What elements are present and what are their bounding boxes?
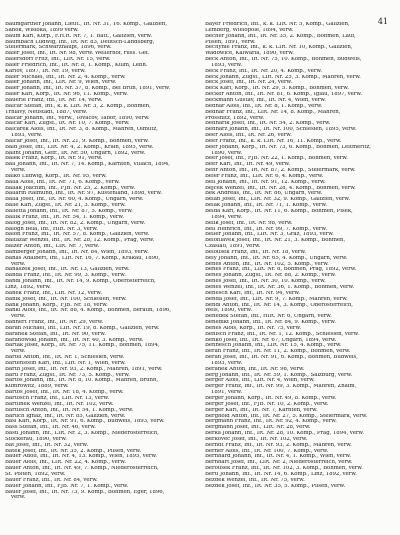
entry-line: Bednařík Josef, Inf., IR. Nr. 54, 2. Komp., verw. (205, 121, 331, 127)
entry-line: Berger Johann, Korp., IR. Nr. 49, 8. Komp., verw. (205, 396, 337, 401)
entry-line: Bauer Josef, Inf., IR. Nr. 73, 9. Komp., Böhmen, Eger, 1896, (5, 489, 165, 495)
entry-line: Belousek Franz, Inf., IR. Nr. 18, verw. (205, 249, 306, 255)
entry-line: Wadowice, Kalwaria, 1890, verw. (205, 51, 294, 57)
entry-line: St. Pölten, 1892, verw. (5, 471, 66, 477)
entry-line: Balek Franz, Korp., IR. Nr. 91, verw. (5, 156, 103, 162)
entry-line: Bednar Alois, Inf., IR. Nr. 8, 1. Komp., verw. (205, 103, 323, 109)
entry-line: Balko Ludwig, Korp., IR. Nr. 95, verw. (5, 173, 107, 179)
entry-line: Balcar Johann, Inf., verw., Tovačov, Tabor, 1890, verw. (5, 115, 150, 121)
entry-line: Bennesch Johann, Inf., LIR. Nr. 15, 4. Komp., verw. (205, 343, 342, 349)
entry-line: Bergmann Josef, Inf., LIR. Nr. 28, verw. (205, 425, 311, 431)
entry-line: Balogh Béla, Inf., HIR. Nr. 3, verw. (5, 226, 98, 232)
entry-line: Beneš Franz, Inf., LIR. Nr. 8, Böhmen, Prag, 1892, verw. (205, 267, 357, 273)
page-number: 41 (377, 17, 388, 26)
entry-line: Belak Johann, Inf., IR. Nr. 71, 1. Komp., verw. (205, 203, 327, 209)
entry-line: Ball Johann, Inf., IR. Nr. 7, 14. Komp., Kärnten, Villach, 1894, (5, 162, 170, 168)
entry-line: Baier Josef, Inf., IR. Nr. 98, verw. Wellerhof, russ. Gef. (5, 51, 150, 57)
entry-line: Beck Franz, Inf., IR. Nr. 20, 4. Komp., verw. (205, 68, 322, 74)
entry-line: Balletta Johann, Inf., IR. Nr. 87, 5. Komp., verw. (5, 209, 133, 214)
entry-line: Bartoš Johann, Inf., IR. Nr. 8, 10. Komp., Mähren, Brünn, (5, 378, 159, 384)
entry-line: Baranowski Johann, Inf., IR. Nr. 40, 3. Komp., verw. (5, 337, 144, 343)
entry-line: Bejček Wenzel, Inf., IR. Nr. 28, 4. Komp., Böhmen, verw. (205, 185, 356, 191)
left-column (5, 22, 196, 527)
entry-line: Bamberger Johann, Inf., IR. Nr. 84, Wien, 1893, verw. (5, 249, 149, 255)
entry-line: Baier Johann, Inf., LIR. Nr. 9, Wien, verw. (5, 80, 117, 86)
entry-line: Beranek Anton, Inf., IR. Nr. 98, verw. (205, 366, 305, 372)
entry-line: Czaslau, 1891, verw. (205, 244, 261, 250)
entry-line: verw. (11, 261, 26, 267)
entry-line: Bartosch Franz, Inf., LIR. Nr. 13, verw. (5, 396, 110, 401)
entry-line: Berghold Anton, Inf., IR. Nr. 27, 5. Komp., Steiermark, verw. (205, 413, 368, 419)
entry-line: Baran Michael, Inf., LIR. Nr. 19, 8. Komp., Galizien, verw. (5, 325, 160, 331)
entry-line: Trhlavy, Neustadt, 1887, verw. (5, 109, 88, 115)
entry-line: Becher Johann, Inf., IR. Nr. 35, 2. Komp., Böhmen, Lauf, (205, 33, 356, 39)
entry-line: Banas Adalbert, Inf., LIR. Nr. 16, 7. Komp., Krakau, 1890, (5, 255, 161, 261)
entry-line: Belda Karl, Korp., IR. Nr. 11, 6. Komp., Böhmen, Písek, (205, 209, 353, 214)
entry-line: Bartel Anton, Inf., IR. Nr. 1, Schlesien, verw. (5, 355, 125, 361)
entry-line: Bankl Alois, Inf., IR. Nr. 88, 4. Komp., Böhmen, Beraun, 1896, (5, 308, 171, 314)
entry-line: Balla Josef, Inf., IR. Nr. 60, 4. Komp., Ungarn, verw. (5, 197, 144, 203)
entry-line: Baumbach Ludwig, Inf., IR. Nr. 83, Deutsch-Landsberg, (5, 39, 155, 45)
entry-line: Balla Alois, Inf., IR. Nr. 71, 6. Komp., verw. (5, 179, 120, 185)
entry-line: 1894, verw. (211, 214, 243, 220)
entry-line: Baltazar Wenzel, Inf., IR. Nr. 28, 12. Komp., Prag, verw. (5, 238, 155, 244)
entry-line: Belohlavek Josef, Inf., IR. Nr. 21, 3. Komp., Böhmen, (205, 238, 346, 244)
entry-line: Becker Anton, Inf., IR. Nr. 81, 6. Komp., Iglau, 1897, verw. (205, 92, 362, 98)
entry-line: Sanok, Wisloka, 1899 verw. (5, 27, 79, 33)
entry-line: Bartusch Anton, Inf., IR. Nr. 54, 1. Komp., verw. (5, 407, 134, 413)
entry-line: Bass Stefan, Inf., IR. Nr. 46, verw. (5, 425, 96, 431)
entry-line: Baum Karl, Korp., F.H.R. Nr. 7, 1. Batt., Galizien, verw. (5, 33, 153, 39)
entry-line: verw. (11, 349, 26, 355)
entry-line: Baier Michael, Inf., IR. Nr. 2, 4. Komp., verw. (5, 74, 126, 80)
entry-line: Balcar Karl, Zugsf., IR. Nr. 10, 7. Komp., verw. (5, 121, 130, 127)
entry-line: Bauer Alois, Inf., LIR. Nr. 22, 4. Komp., verw. (5, 460, 126, 466)
entry-line: Beneš Johann, Zugsf., IR. Nr. 88, 2. Komp., verw. (205, 273, 336, 279)
entry-line: Barth Josef, Inf., IR. Nr. 93, 2. Komp., Mähren, 1891, verw. (5, 366, 163, 372)
entry-line: Balint Johann, Gefr., IR. Nr. 50, Ungarn, 1892, verw. (5, 150, 146, 156)
entry-line: Bat Josef, Inf., IR. Nr. 32, verw. (5, 442, 89, 448)
entry-line: Bauer Adolf, Inf., IR. Nr. 4, 13. Komp., Wien, 1895, verw. (5, 454, 157, 460)
entry-line: Beneš Josef, Inf., IR. Nr. 30, 10. Komp., verw. (205, 279, 326, 285)
entry-line: Ballák Joachim, Inf., FJB. Nr. 25, 2. Komp., verw. (5, 185, 136, 191)
entry-line: Beckmann Gustav, Inf., IR. Nr. 4, Wien, verw. (205, 97, 326, 103)
entry-line: Beer Karl, Inf., IR. Nr. 49, verw. (205, 162, 290, 168)
entry-line: Baumgartner Johann, Lieut., IR. Nr. 31, 16. Komp., Galizien, (5, 22, 167, 27)
entry-line: Baruch Ignaz, Inf., IR. Nr. 85, Galizien, verw. (5, 413, 126, 419)
entry-line: Berán Franz, Inf., IR. Nr. 11, 2. Komp., Böhmen, verw. (205, 349, 351, 355)
entry-line: Bäuerle Franz, Inf., IR. Nr. 14, verw. (5, 97, 103, 103)
entry-line: Beer Josef, Inf., FJB. Nr. 22, 1. Komp., Böhmen, verw. (205, 156, 348, 162)
entry-line: Beer Franz, Inf., k. k. LIR. Nr. 16, 11. Komp., verw. (205, 138, 342, 144)
entry-line: Beneš Anton, Inf., IR. Nr. 102, 5. Komp., verw. (205, 261, 329, 267)
entry-line: Balon Franz, Inf., IR. Nr. 57, 8. Komp., Galizien, verw. (5, 232, 150, 238)
entry-line: Beil Johann, Inf., IR. Nr. 91, 12. Komp., verw. (205, 179, 326, 185)
right-column (205, 22, 396, 527)
entry-line: Bezdek Wenzel, Inf., IR. Nr. 75, verw. (205, 477, 305, 483)
entry-line: Linz, 1892, verw. (5, 284, 51, 290)
entry-line: Berousek Franz, Inf., IR. Nr. 102, 3. Komp., Böhmen, verw. (205, 466, 363, 472)
entry-line: Bayer Friedrich, Inf., k. k. LIR. Nr. 5, Komp., Galizien, (205, 22, 350, 27)
entry-line: Berg Johann, Inf., IR. Nr. 59, 1. Komp., Salzburg, verw. (205, 372, 353, 378)
entry-line: Kumrowitz, 1889, verw. (5, 384, 69, 390)
entry-line: Banek Franz, Inf., LIR. Nr. 12, verw. (5, 290, 102, 296)
entry-line: Berger Alois, Inf., LIR. Nr. 4, Wien, verw. (205, 378, 315, 384)
entry-line: Wels, 1890, verw. (205, 308, 253, 314)
entry-line: Stockerau, 1890, verw. (5, 436, 67, 442)
entry-line: Bald Josef, Inf., LIR. Nr. 4, 2. Komp., Krain, 1895, verw. (5, 144, 154, 150)
entry-line: Beller Johann, Inf., LIR. Nr. 3, Graz, 1893, verw. (205, 232, 334, 238)
entry-line: 1890, verw. (211, 150, 243, 156)
entry-line: Steiermark, Schwarzhaupt, 1896, verw. (5, 45, 112, 51)
entry-line: Bank Johann, Korp., FJB. Nr. 18, verw. (5, 302, 108, 308)
entry-line: Belik Josef, Inf., IR. Nr. 98, verw. (205, 220, 293, 226)
entry-line: Lemberg, Wielopole, 1894, verw. (205, 27, 294, 33)
entry-line: Benisch Franz, Inf., IR. Nr. 1, 12. Komp., Schlesien, verw. (205, 331, 360, 337)
entry-line: Bednarz Johann, Inf., IR. Nr. 100, Schlesien, 1895, verw. (205, 127, 357, 133)
entry-line: 1893, verw. (11, 133, 43, 139)
entry-line: Berger Josef, Inf., FJB. Nr. 10, 2. Komp., verw. (205, 401, 329, 407)
entry-line: Bartl Franz, Zugsf., IR. Nr. 73, 5. Komp., verw. (5, 372, 130, 378)
entry-line: Balzer Anton, Inf., LIR. Nr. 7, verw. (5, 244, 100, 250)
entry-line: Benesch Karl, Inf., IR. Nr. 94, verw. (205, 290, 300, 296)
entry-line: Belan Josef, Inf., LIR. Nr. 32, 9. Komp., Galizien, verw. (205, 197, 350, 203)
entry-line: verw. (11, 314, 26, 320)
entry-line: Batek Josef, Inf., IR. Nr. 35, 2. Komp., Pilsen, verw. (5, 448, 142, 454)
entry-line: Bechynie Franz, Inf., k. k. LIR. Nr. 10, Komp., Galizien, (205, 45, 353, 51)
entry-line: Baiersdorf Fritz, Inf., LIR. Nr. 15, verw. (5, 57, 111, 63)
entry-line: Behr Anton, Inf., IR. Nr. 87, 2. Komp., Steiermark, verw. (205, 168, 356, 174)
entry-line: Bernhart Josef, Inf., LIR. Nr. 2, Niederösterreich, verw. (205, 460, 353, 466)
entry-line: Bely Johann, Inf., IR. Nr. 65, 4. Komp., Ungarn, verw. (205, 255, 348, 261)
entry-line: 1893, verw. (211, 62, 243, 68)
entry-line: Berger Karl, Inf., IR. Nr. 7, Kärnten, verw. (205, 407, 318, 413)
entry-line: Beck Johann, Zugsf., LIR. Nr. 25, 3. Komp., Mähren, verw. (205, 74, 361, 80)
entry-line: Berndt Franz, Inf., IR. Nr. 93, 2. Komp., Mähren, verw. (205, 442, 352, 448)
entry-line: 1891, verw. (211, 390, 243, 396)
entry-line: Berger Franz, Inf., IR. Nr. 99, 3. Komp., Mähren, Znaim, (205, 384, 357, 390)
entry-line: Bernhard Johann, Inf., IR. Nr. 4, 1. Komp., Wien, verw. (205, 454, 351, 460)
entry-line: Ballik Franz, Inf., IR. Nr. 54, 1. Komp., verw. (5, 214, 125, 220)
entry-line: Benda Josef, Inf., LIR. Nr. 9, 7. Komp., Mähren, verw. (205, 296, 348, 302)
entry-line: Baranek Stefan, Inf., IR. Nr. 90, verw. (5, 331, 106, 337)
entry-line: Banik Josef, Inf., IR. Nr. 100, Schlesien, verw. (5, 296, 127, 302)
entry-line: Balog Josef, Inf., IR. Nr. 82, 2. Komp., Ungarn, verw. (5, 220, 146, 226)
entry-line: Banaszek Josef, Inf., IR. Nr. 13, Galizien, verw. (5, 267, 130, 273)
entry-line: Baier Karl, Korp., IR. Nr. 96, 11. Komp., verw. (5, 92, 128, 98)
entry-line: Karlov, 1897, IR. Nr. 19, verw. (5, 68, 86, 74)
entry-line: verw. (11, 168, 26, 174)
entry-line: Beer Alois, Inf., IR. Nr. 26, verw. (205, 133, 292, 139)
entry-line: Bannert Franz, Inf., IR. Nr. 29, verw. (5, 320, 104, 326)
entry-line: Bertl Johann, Inf., IR. Nr. 14, 6. Komp., Linz, 1892, verw. (205, 471, 357, 477)
entry-line: Benedikt Johann, Inf., IR. Nr. 84, 9. Komp., verw. (205, 320, 336, 326)
entry-line: Berner Alois, Inf., IR. Nr. 100, 7. Komp., verw. (205, 448, 329, 454)
entry-line: Bauer Johann, Inf., FJB. Nr. 7, 1. Komp., verw. (5, 483, 129, 489)
entry-line: Basl Karl, Korp., IR. Nr. 91, 6. Komp., Budweis, 1893, verw. (5, 419, 165, 425)
entry-line: Beran Josef, Inf., IR. Nr. 91, 6. Komp., Böhmen, Budweis, (205, 355, 358, 361)
entry-line: Baier Friedrich, Inf., IR. Nr. 8, 1. Komp., Kulm, Lebh. (5, 62, 148, 68)
entry-line: Bednář Franz, Inf., LIR. Nr. 14, 8. Komp., Mähren, (205, 109, 341, 115)
entry-line: Bauer Anton, Inf., IR. Nr. 49, 7. Komp., Niederösterreich, (5, 466, 159, 472)
entry-line: Barták Josef, Korp., IR. Nr. 75, 11. Komp., Böhmen, 1894, (5, 343, 160, 349)
entry-line: Balcar Stefan, Inf., k. k. LIR. Nr. 3, 2. Komp., Böhmen, (5, 103, 151, 109)
entry-line: Beer Johann, Korp., IR. Nr. 73, 6. Komp., Böhmen, Leitmeritz, (205, 144, 371, 150)
entry-line: Pilsen, 1891, verw. (205, 39, 256, 45)
entry-line: Balle Karl, Zugsf., IR. Nr. 21, 3. Komp., verw. (5, 203, 126, 209)
entry-line: Bendl Anton, Inf., IR. Nr. 14, 3. Komp., Oberösterreich, (205, 302, 353, 308)
entry-line: Balcárek Alois, Inf., IR. Nr. 3, 8. Komp., Mähren, Olmütz, (5, 127, 158, 133)
entry-line: Bandl Johann, Inf., IR. Nr. 14, 9. Komp., Oberösterreich, (5, 279, 156, 285)
entry-line: Berkovec Josef, Inf., IR. Nr. 102, verw. (205, 436, 308, 442)
entry-line: Banda Franz, Inf., IR. Nr. 99, 3. Komp., verw. (5, 273, 126, 279)
entry-line: Benko Josef, Inf., IR. Nr. 67, Ungarn, 1894, verw. (205, 337, 337, 343)
entry-line: Bauer Franz, Inf., IR. Nr. 84, verw. (5, 477, 98, 483)
entry-line: Ballarin Raimund, Inf., IR. Nr. 97, Küstenland, 1898, verw. (5, 191, 162, 197)
entry-line: Bek Andreas, Inf., IR. Nr. 86, Ungarn, verw. (205, 191, 323, 197)
entry-line: Beneš Wenzel, Inf., IR. Nr. 36, 1. Komp., Böhmen, verw. (205, 284, 355, 290)
entry-line: Bell Heinrich, Inf., IR. Nr. 99, 7. Komp., verw. (205, 226, 327, 232)
entry-line: Prossnitz, 1892, verw. (205, 115, 265, 121)
entry-line: Bergmann Franz, Inf., IR. Nr. 92, 4. Komp., verw. (205, 419, 337, 425)
entry-line: verw. (11, 495, 26, 501)
entry-line: Beier Franz, Inf., LIR. Nr. 6, 4. Komp., verw. (205, 173, 324, 179)
entry-line: Berka Johann, Inf., IR. Nr. 28, 10. Komp., Prag, 1894, verw. (205, 431, 365, 437)
entry-line: Beck Karl, Korp., IR. Nr. 29, 5. Komp., Böhmen, verw. (205, 86, 349, 92)
entry-line: Benes Alois, Korp., IR. Nr. 75, verw. (205, 325, 302, 331)
entry-line: Balcar Josef, Inf., IR. Nr. 21, 9. Komp., Böhmen, verw. (5, 138, 149, 144)
entry-line: Beck Anton, Inf., IR. Nr. 75, 10. Komp., Böhmen, Budweis, (205, 57, 362, 63)
entry-line: Baier Johann, Inf., IR. Nr. 37, 8. Komp., Bei Brün, 1891, verw. (5, 86, 171, 92)
entry-line: Bartos Josef, Inf., IR. Nr. 18, 4. Komp., verw. (5, 390, 124, 396)
entry-line: Bezděk Josef, Inf., IR. Nr. 35, 5. Komp., Pilsen, verw. (205, 483, 346, 489)
entry-line: Bastl Johann, Inf., LIR. Nr. 2, 3. Komp., Niederösterreich, (5, 431, 159, 437)
entry-line: 1893, verw. (211, 360, 243, 366)
entry-line: Beck Josef, Inf., IR. Nr. 24, verw. (205, 80, 293, 86)
entry-line: Benedek Stefan, Inf., HIR. Nr. 6, Ungarn, verw. (205, 314, 332, 320)
entry-line: Bartůněk Wenzel, Inf., IR. Nr. 102, verw. (5, 401, 114, 407)
entry-line: Bartenstein Karl, Inf., LIR. Nr. 1, Wien, verw. (5, 360, 126, 366)
